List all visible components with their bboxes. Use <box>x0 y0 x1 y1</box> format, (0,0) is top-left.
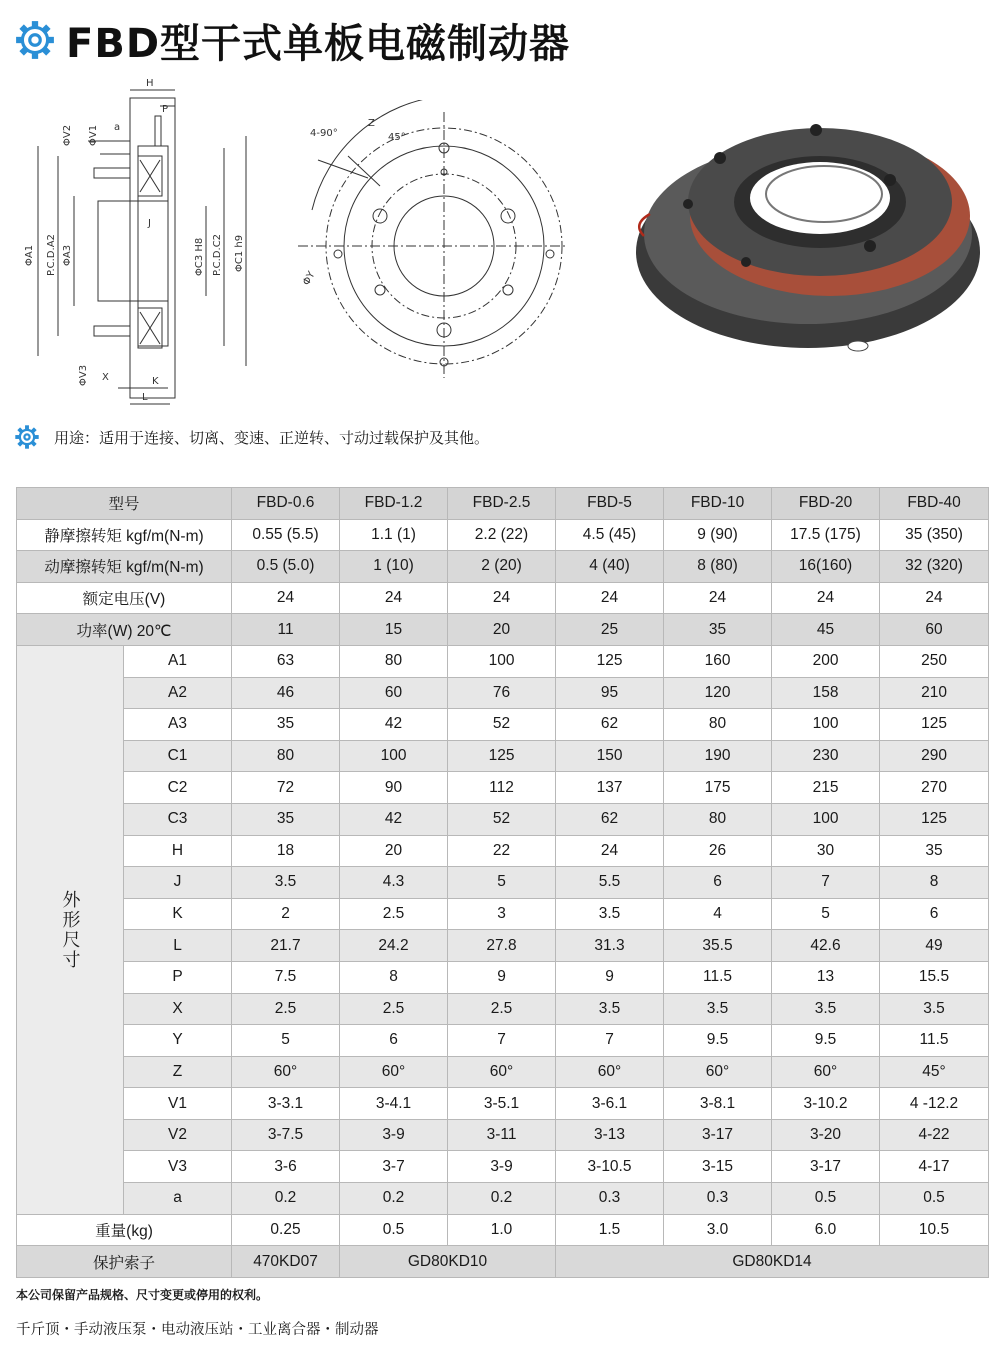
value-cell: 60° <box>772 1056 880 1088</box>
value-cell: 6.0 <box>772 1214 880 1246</box>
dimension-label-cell: C1 <box>124 740 232 772</box>
value-cell: 3-7.5 <box>232 1119 340 1151</box>
dim-label-p: P <box>162 104 169 115</box>
value-cell: 2.2 (22) <box>448 519 556 551</box>
value-cell: 21.7 <box>232 930 340 962</box>
value-cell: 4 <box>664 898 772 930</box>
table-row <box>17 1056 989 1088</box>
table-row <box>17 961 989 993</box>
value-cell: 270 <box>880 772 989 804</box>
value-cell: 80 <box>232 740 340 772</box>
table-row <box>17 1025 989 1057</box>
value-cell: 4 -12.2 <box>880 1088 989 1120</box>
table-row <box>17 835 989 867</box>
model-header-cell: FBD-5 <box>556 488 664 520</box>
value-cell: 35 (350) <box>880 519 989 551</box>
row-label-cell: 重量(kg) <box>17 1214 232 1246</box>
value-cell: 100 <box>448 645 556 677</box>
table-header-row <box>17 488 989 520</box>
dim-label-c1: ΦC1 h9 <box>234 234 245 272</box>
value-cell: 2.5 <box>340 898 448 930</box>
value-cell: 24 <box>772 582 880 614</box>
row-label-cell: 保护索子 <box>17 1246 232 1278</box>
dimension-label-cell: P <box>124 961 232 993</box>
value-cell: 7 <box>772 867 880 899</box>
table-row <box>17 614 989 646</box>
value-cell: 52 <box>448 709 556 741</box>
dimension-label-cell: K <box>124 898 232 930</box>
dimension-label-cell: C2 <box>124 772 232 804</box>
value-cell: 3-6.1 <box>556 1088 664 1120</box>
value-cell: 4-22 <box>880 1119 989 1151</box>
value-cell: 20 <box>448 614 556 646</box>
value-cell: 210 <box>880 677 989 709</box>
value-cell: 3-10.5 <box>556 1151 664 1183</box>
value-cell: 45° <box>880 1056 989 1088</box>
dim-label-v3: ΦV3 <box>78 364 89 386</box>
value-cell: 160 <box>664 645 772 677</box>
value-cell: 3-8.1 <box>664 1088 772 1120</box>
value-cell: 95 <box>556 677 664 709</box>
value-cell: 0.2 <box>448 1183 556 1215</box>
dim-label-h: H <box>146 78 154 89</box>
value-cell: 0.3 <box>664 1183 772 1215</box>
value-cell: 0.5 <box>880 1183 989 1215</box>
dim-label-a: a <box>114 122 121 133</box>
value-cell: 2.5 <box>232 993 340 1025</box>
seal-value-cell: GD80KD14 <box>556 1246 989 1278</box>
dimension-label-cell: Z <box>124 1056 232 1088</box>
value-cell: 62 <box>556 709 664 741</box>
value-cell: 125 <box>556 645 664 677</box>
value-cell: 60° <box>556 1056 664 1088</box>
value-cell: 215 <box>772 772 880 804</box>
value-cell: 20 <box>340 835 448 867</box>
value-cell: 13 <box>772 961 880 993</box>
value-cell: 1.5 <box>556 1214 664 1246</box>
value-cell: 137 <box>556 772 664 804</box>
value-cell: 2 <box>232 898 340 930</box>
usage-line <box>14 424 489 450</box>
value-cell: 0.2 <box>340 1183 448 1215</box>
value-cell: 11 <box>232 614 340 646</box>
value-cell: 42 <box>340 803 448 835</box>
header-label-cell: 型号 <box>17 488 232 520</box>
value-cell: 35 <box>232 709 340 741</box>
value-cell: 17.5 (175) <box>772 519 880 551</box>
value-cell: 1.0 <box>448 1214 556 1246</box>
value-cell: 45 <box>772 614 880 646</box>
angle-label-4-90: 4-90° <box>310 128 338 139</box>
value-cell: 46 <box>232 677 340 709</box>
table-row <box>17 930 989 962</box>
value-cell: 3-9 <box>340 1119 448 1151</box>
value-cell: 35 <box>232 803 340 835</box>
value-cell: 9.5 <box>772 1025 880 1057</box>
value-cell: 31.3 <box>556 930 664 962</box>
dim-label-v2: ΦV2 <box>62 124 73 146</box>
value-cell: 2.5 <box>340 993 448 1025</box>
spec-table <box>16 487 989 1278</box>
page-title: FBD型干式单板电磁制动器 <box>66 20 571 67</box>
value-cell: 15 <box>340 614 448 646</box>
value-cell: 42 <box>340 709 448 741</box>
dimension-group-label: 外形尺寸 <box>17 645 124 1214</box>
value-cell: 11.5 <box>880 1025 989 1057</box>
dim-label-x: X <box>102 372 109 383</box>
dim-label-v1: ΦV1 <box>88 124 99 146</box>
value-cell: 120 <box>664 677 772 709</box>
seal-value-cell: GD80KD10 <box>340 1246 556 1278</box>
disclaimer-note: 本公司保留产品规格、尺寸变更或停用的权利。 <box>16 1288 269 1302</box>
value-cell: 3-3.1 <box>232 1088 340 1120</box>
table-row <box>17 645 989 677</box>
value-cell: 3.5 <box>664 993 772 1025</box>
value-cell: 4 (40) <box>556 551 664 583</box>
value-cell: 100 <box>772 709 880 741</box>
value-cell: 24 <box>556 835 664 867</box>
value-cell: 60° <box>232 1056 340 1088</box>
dim-label-c2: P.C.D.C2 <box>212 233 223 276</box>
dimension-label-cell: V3 <box>124 1151 232 1183</box>
dimension-label-cell: J <box>124 867 232 899</box>
value-cell: 290 <box>880 740 989 772</box>
value-cell: 5 <box>772 898 880 930</box>
value-cell: 18 <box>232 835 340 867</box>
value-cell: 72 <box>232 772 340 804</box>
table-row <box>17 519 989 551</box>
value-cell: 24 <box>340 582 448 614</box>
value-cell: 3-15 <box>664 1151 772 1183</box>
value-cell: 60° <box>664 1056 772 1088</box>
value-cell: 24.2 <box>340 930 448 962</box>
value-cell: 80 <box>340 645 448 677</box>
cross-section-drawing <box>10 76 265 416</box>
table-row <box>17 1183 989 1215</box>
value-cell: 27.8 <box>448 930 556 962</box>
value-cell: 60 <box>880 614 989 646</box>
value-cell: 9 (90) <box>664 519 772 551</box>
value-cell: 5.5 <box>556 867 664 899</box>
model-header-cell: FBD-20 <box>772 488 880 520</box>
dimension-label-cell: X <box>124 993 232 1025</box>
angle-label-45: 45° <box>388 132 406 143</box>
model-header-cell: FBD-2.5 <box>448 488 556 520</box>
table-row <box>17 993 989 1025</box>
value-cell: 3-10.2 <box>772 1088 880 1120</box>
value-cell: 4.5 (45) <box>556 519 664 551</box>
value-cell: 2.5 <box>448 993 556 1025</box>
table-row <box>17 582 989 614</box>
model-header-cell: FBD-40 <box>880 488 989 520</box>
model-header-cell: FBD-10 <box>664 488 772 520</box>
value-cell: 3-7 <box>340 1151 448 1183</box>
value-cell: 30 <box>772 835 880 867</box>
gear-icon <box>14 424 40 450</box>
value-cell: 60 <box>340 677 448 709</box>
value-cell: 35.5 <box>664 930 772 962</box>
dim-label-k: K <box>152 376 159 387</box>
value-cell: 80 <box>664 803 772 835</box>
value-cell: 24 <box>664 582 772 614</box>
model-header-cell: FBD-1.2 <box>340 488 448 520</box>
value-cell: 24 <box>880 582 989 614</box>
value-cell: 2 (20) <box>448 551 556 583</box>
product-photo <box>620 84 990 374</box>
value-cell: 150 <box>556 740 664 772</box>
value-cell: 112 <box>448 772 556 804</box>
value-cell: 3.5 <box>556 993 664 1025</box>
value-cell: 1 (10) <box>340 551 448 583</box>
table-row <box>17 740 989 772</box>
dim-label-j: J <box>148 218 151 229</box>
row-label-cell: 功率(W) 20℃ <box>17 614 232 646</box>
value-cell: 9 <box>448 961 556 993</box>
value-cell: 24 <box>448 582 556 614</box>
value-cell: 7 <box>448 1025 556 1057</box>
dim-label-a3: ΦA3 <box>62 244 73 266</box>
value-cell: 1.1 (1) <box>340 519 448 551</box>
front-view-drawing <box>268 100 568 390</box>
value-cell: 24 <box>232 582 340 614</box>
value-cell: 35 <box>664 614 772 646</box>
dimension-label-cell: A2 <box>124 677 232 709</box>
value-cell: 3-20 <box>772 1119 880 1151</box>
value-cell: 0.5 (5.0) <box>232 551 340 583</box>
value-cell: 76 <box>448 677 556 709</box>
value-cell: 6 <box>340 1025 448 1057</box>
value-cell: 100 <box>340 740 448 772</box>
value-cell: 3-4.1 <box>340 1088 448 1120</box>
dim-label-a2: P.C.D.A2 <box>46 234 57 276</box>
value-cell: 11.5 <box>664 961 772 993</box>
value-cell: 230 <box>772 740 880 772</box>
value-cell: 26 <box>664 835 772 867</box>
value-cell: 6 <box>880 898 989 930</box>
value-cell: 4-17 <box>880 1151 989 1183</box>
value-cell: 6 <box>664 867 772 899</box>
dimension-label-cell: A1 <box>124 645 232 677</box>
table-row <box>17 1214 989 1246</box>
table-row <box>17 867 989 899</box>
value-cell: 52 <box>448 803 556 835</box>
value-cell: 63 <box>232 645 340 677</box>
row-label-cell: 额定电压(V) <box>17 582 232 614</box>
value-cell: 3-5.1 <box>448 1088 556 1120</box>
dimension-label-cell: C3 <box>124 803 232 835</box>
value-cell: 3-6 <box>232 1151 340 1183</box>
model-header-cell: FBD-0.6 <box>232 488 340 520</box>
value-cell: 24 <box>556 582 664 614</box>
value-cell: 16(160) <box>772 551 880 583</box>
value-cell: 10.5 <box>880 1214 989 1246</box>
value-cell: 9.5 <box>664 1025 772 1057</box>
value-cell: 125 <box>880 803 989 835</box>
value-cell: 0.25 <box>232 1214 340 1246</box>
value-cell: 3.5 <box>880 993 989 1025</box>
row-label-cell: 动摩擦转矩 kgf/m(N-m) <box>17 551 232 583</box>
dim-label-y: ΦY <box>301 269 318 288</box>
value-cell: 200 <box>772 645 880 677</box>
value-cell: 60° <box>340 1056 448 1088</box>
table-row <box>17 1151 989 1183</box>
value-cell: 60° <box>448 1056 556 1088</box>
table-row <box>17 709 989 741</box>
value-cell: 4.3 <box>340 867 448 899</box>
value-cell: 250 <box>880 645 989 677</box>
table-row <box>17 803 989 835</box>
value-cell: 125 <box>448 740 556 772</box>
value-cell: 0.5 <box>772 1183 880 1215</box>
dimension-label-cell: A3 <box>124 709 232 741</box>
value-cell: 0.55 (5.5) <box>232 519 340 551</box>
value-cell: 22 <box>448 835 556 867</box>
value-cell: 62 <box>556 803 664 835</box>
seal-value-cell: 470KD07 <box>232 1246 340 1278</box>
dim-label-l: L <box>142 392 148 403</box>
table-row <box>17 1088 989 1120</box>
value-cell: 3.0 <box>664 1214 772 1246</box>
value-cell: 175 <box>664 772 772 804</box>
value-cell: 7 <box>556 1025 664 1057</box>
value-cell: 0.5 <box>340 1214 448 1246</box>
value-cell: 3-17 <box>772 1151 880 1183</box>
value-cell: 9 <box>556 961 664 993</box>
dim-label-c3: ΦC3 H8 <box>194 237 205 276</box>
row-label-cell: 静摩擦转矩 kgf/m(N-m) <box>17 519 232 551</box>
table-row <box>17 551 989 583</box>
usage-text: 用途：适用于连接、切离、变速、正逆转、寸动过载保护及其他。 <box>54 428 490 447</box>
value-cell: 3-9 <box>448 1151 556 1183</box>
value-cell: 3 <box>448 898 556 930</box>
dimension-label-cell: a <box>124 1183 232 1215</box>
value-cell: 190 <box>664 740 772 772</box>
dimension-label-cell: L <box>124 930 232 962</box>
value-cell: 0.2 <box>232 1183 340 1215</box>
dimension-label-cell: H <box>124 835 232 867</box>
value-cell: 90 <box>340 772 448 804</box>
dim-label-a1: ΦA1 <box>24 244 35 266</box>
value-cell: 8 (80) <box>664 551 772 583</box>
value-cell: 15.5 <box>880 961 989 993</box>
value-cell: 7.5 <box>232 961 340 993</box>
angle-label-z: Z <box>368 118 375 129</box>
value-cell: 80 <box>664 709 772 741</box>
table-row <box>17 677 989 709</box>
value-cell: 0.3 <box>556 1183 664 1215</box>
value-cell: 32 (320) <box>880 551 989 583</box>
footer-product-line: 千斤顶・手动液压泵・电动液压站・工业离合器・制动器 <box>16 1322 379 1338</box>
dimension-label-cell: V1 <box>124 1088 232 1120</box>
value-cell: 49 <box>880 930 989 962</box>
value-cell: 5 <box>448 867 556 899</box>
dimension-label-cell: V2 <box>124 1119 232 1151</box>
dimension-label-cell: Y <box>124 1025 232 1057</box>
value-cell: 3-17 <box>664 1119 772 1151</box>
gear-icon <box>14 19 56 61</box>
table-row <box>17 1246 989 1278</box>
value-cell: 8 <box>340 961 448 993</box>
value-cell: 3.5 <box>772 993 880 1025</box>
value-cell: 35 <box>880 835 989 867</box>
value-cell: 42.6 <box>772 930 880 962</box>
value-cell: 8 <box>880 867 989 899</box>
value-cell: 5 <box>232 1025 340 1057</box>
value-cell: 125 <box>880 709 989 741</box>
table-row <box>17 772 989 804</box>
value-cell: 158 <box>772 677 880 709</box>
value-cell: 100 <box>772 803 880 835</box>
value-cell: 3-13 <box>556 1119 664 1151</box>
value-cell: 3.5 <box>556 898 664 930</box>
value-cell: 3.5 <box>232 867 340 899</box>
table-row <box>17 1119 989 1151</box>
value-cell: 3-11 <box>448 1119 556 1151</box>
value-cell: 25 <box>556 614 664 646</box>
page-header <box>14 10 570 70</box>
table-row <box>17 898 989 930</box>
